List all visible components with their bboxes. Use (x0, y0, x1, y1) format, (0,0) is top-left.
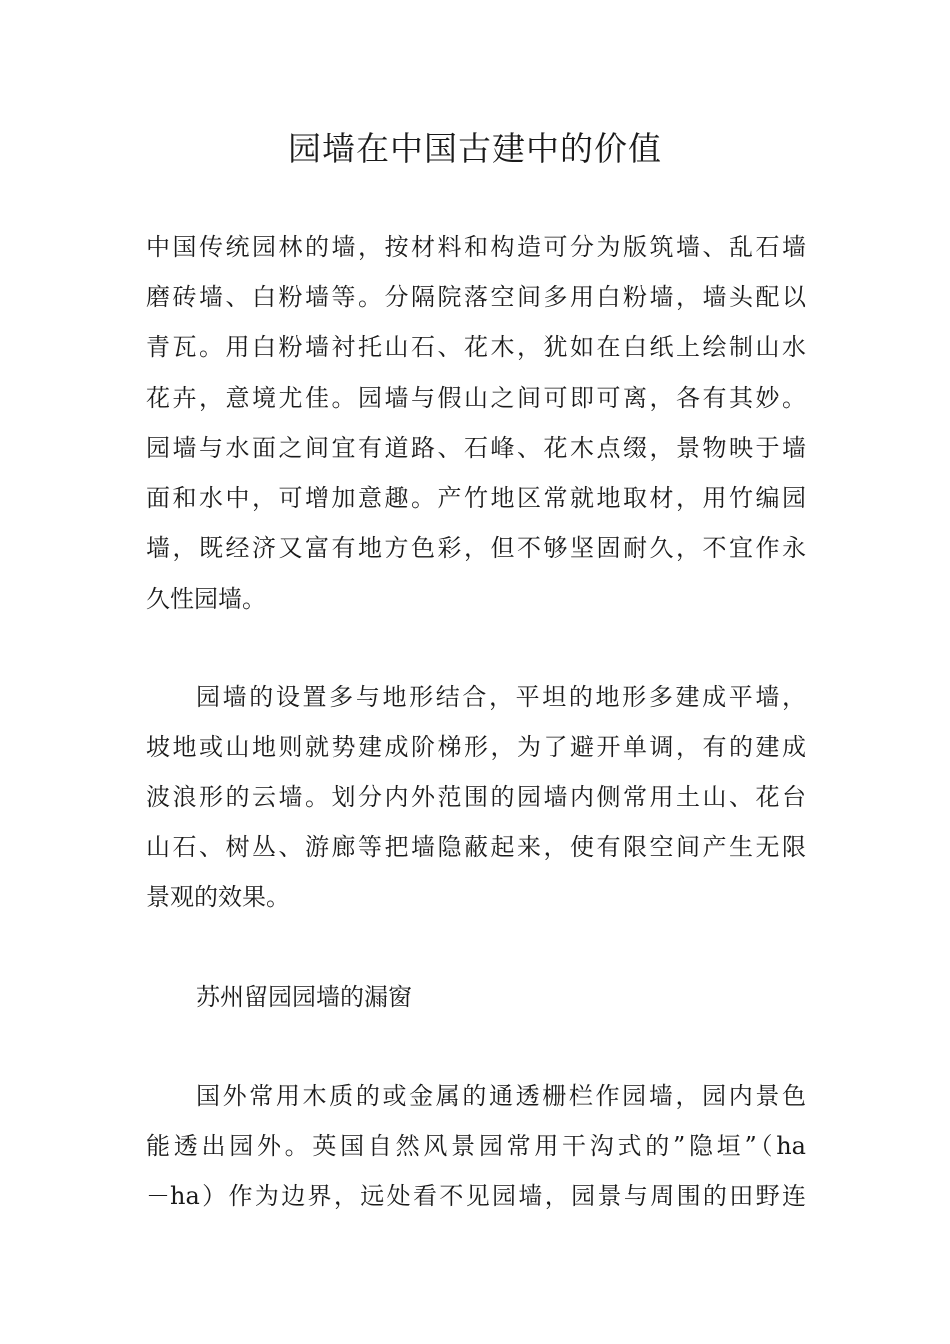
page-title: 园墙在中国古建中的价值 (288, 129, 662, 168)
image-caption: 苏州留园园墙的漏窗 (196, 983, 412, 1011)
paragraph-3-line-3: －ha）作为边界，远处看不见园墙，园景与周围的田野连 (146, 1182, 806, 1210)
paragraph-1-line-5: 园墙与水面之间宜有道路、石峰、花木点缀，景物映于墙 (146, 434, 806, 462)
paragraph-1-line-1: 中国传统园林的墙，按材料和构造可分为版筑墙、乱石墙 (146, 233, 806, 261)
paragraph-2-line-1: 园墙的设置多与地形结合，平坦的地形多建成平墙， (196, 683, 806, 711)
paragraph-2-line-4: 山石、树丛、游廊等把墙隐蔽起来，使有限空间产生无限 (146, 833, 806, 861)
paragraph-3-line-2: 能透出园外。英国自然风景园常用干沟式的”隐垣”（ha (146, 1132, 806, 1160)
paragraph-1-line-4: 花卉，意境尤佳。园墙与假山之间可即可离，各有其妙。 (146, 384, 806, 412)
paragraph-1-line-7: 墙，既经济又富有地方色彩，但不够坚固耐久，不宜作永 (146, 534, 806, 562)
paragraph-2-line-3: 波浪形的云墙。划分内外范围的园墙内侧常用土山、花台 (146, 783, 806, 811)
paragraph-1-line-8: 久性园墙。 (146, 585, 266, 613)
paragraph-3-line-1: 国外常用木质的或金属的通透栅栏作园墙，园内景色 (196, 1082, 806, 1110)
paragraph-2-line-5: 景观的效果。 (146, 883, 290, 911)
paragraph-1-line-6: 面和水中，可增加意趣。产竹地区常就地取材，用竹编园 (146, 484, 806, 512)
paragraph-1-line-3: 青瓦。用白粉墙衬托山石、花木，犹如在白纸上绘制山水 (146, 333, 806, 361)
paragraph-1-line-2: 磨砖墙、白粉墙等。分隔院落空间多用白粉墙，墙头配以 (146, 283, 806, 311)
paragraph-2-line-2: 坡地或山地则就势建成阶梯形，为了避开单调，有的建成 (146, 733, 806, 761)
